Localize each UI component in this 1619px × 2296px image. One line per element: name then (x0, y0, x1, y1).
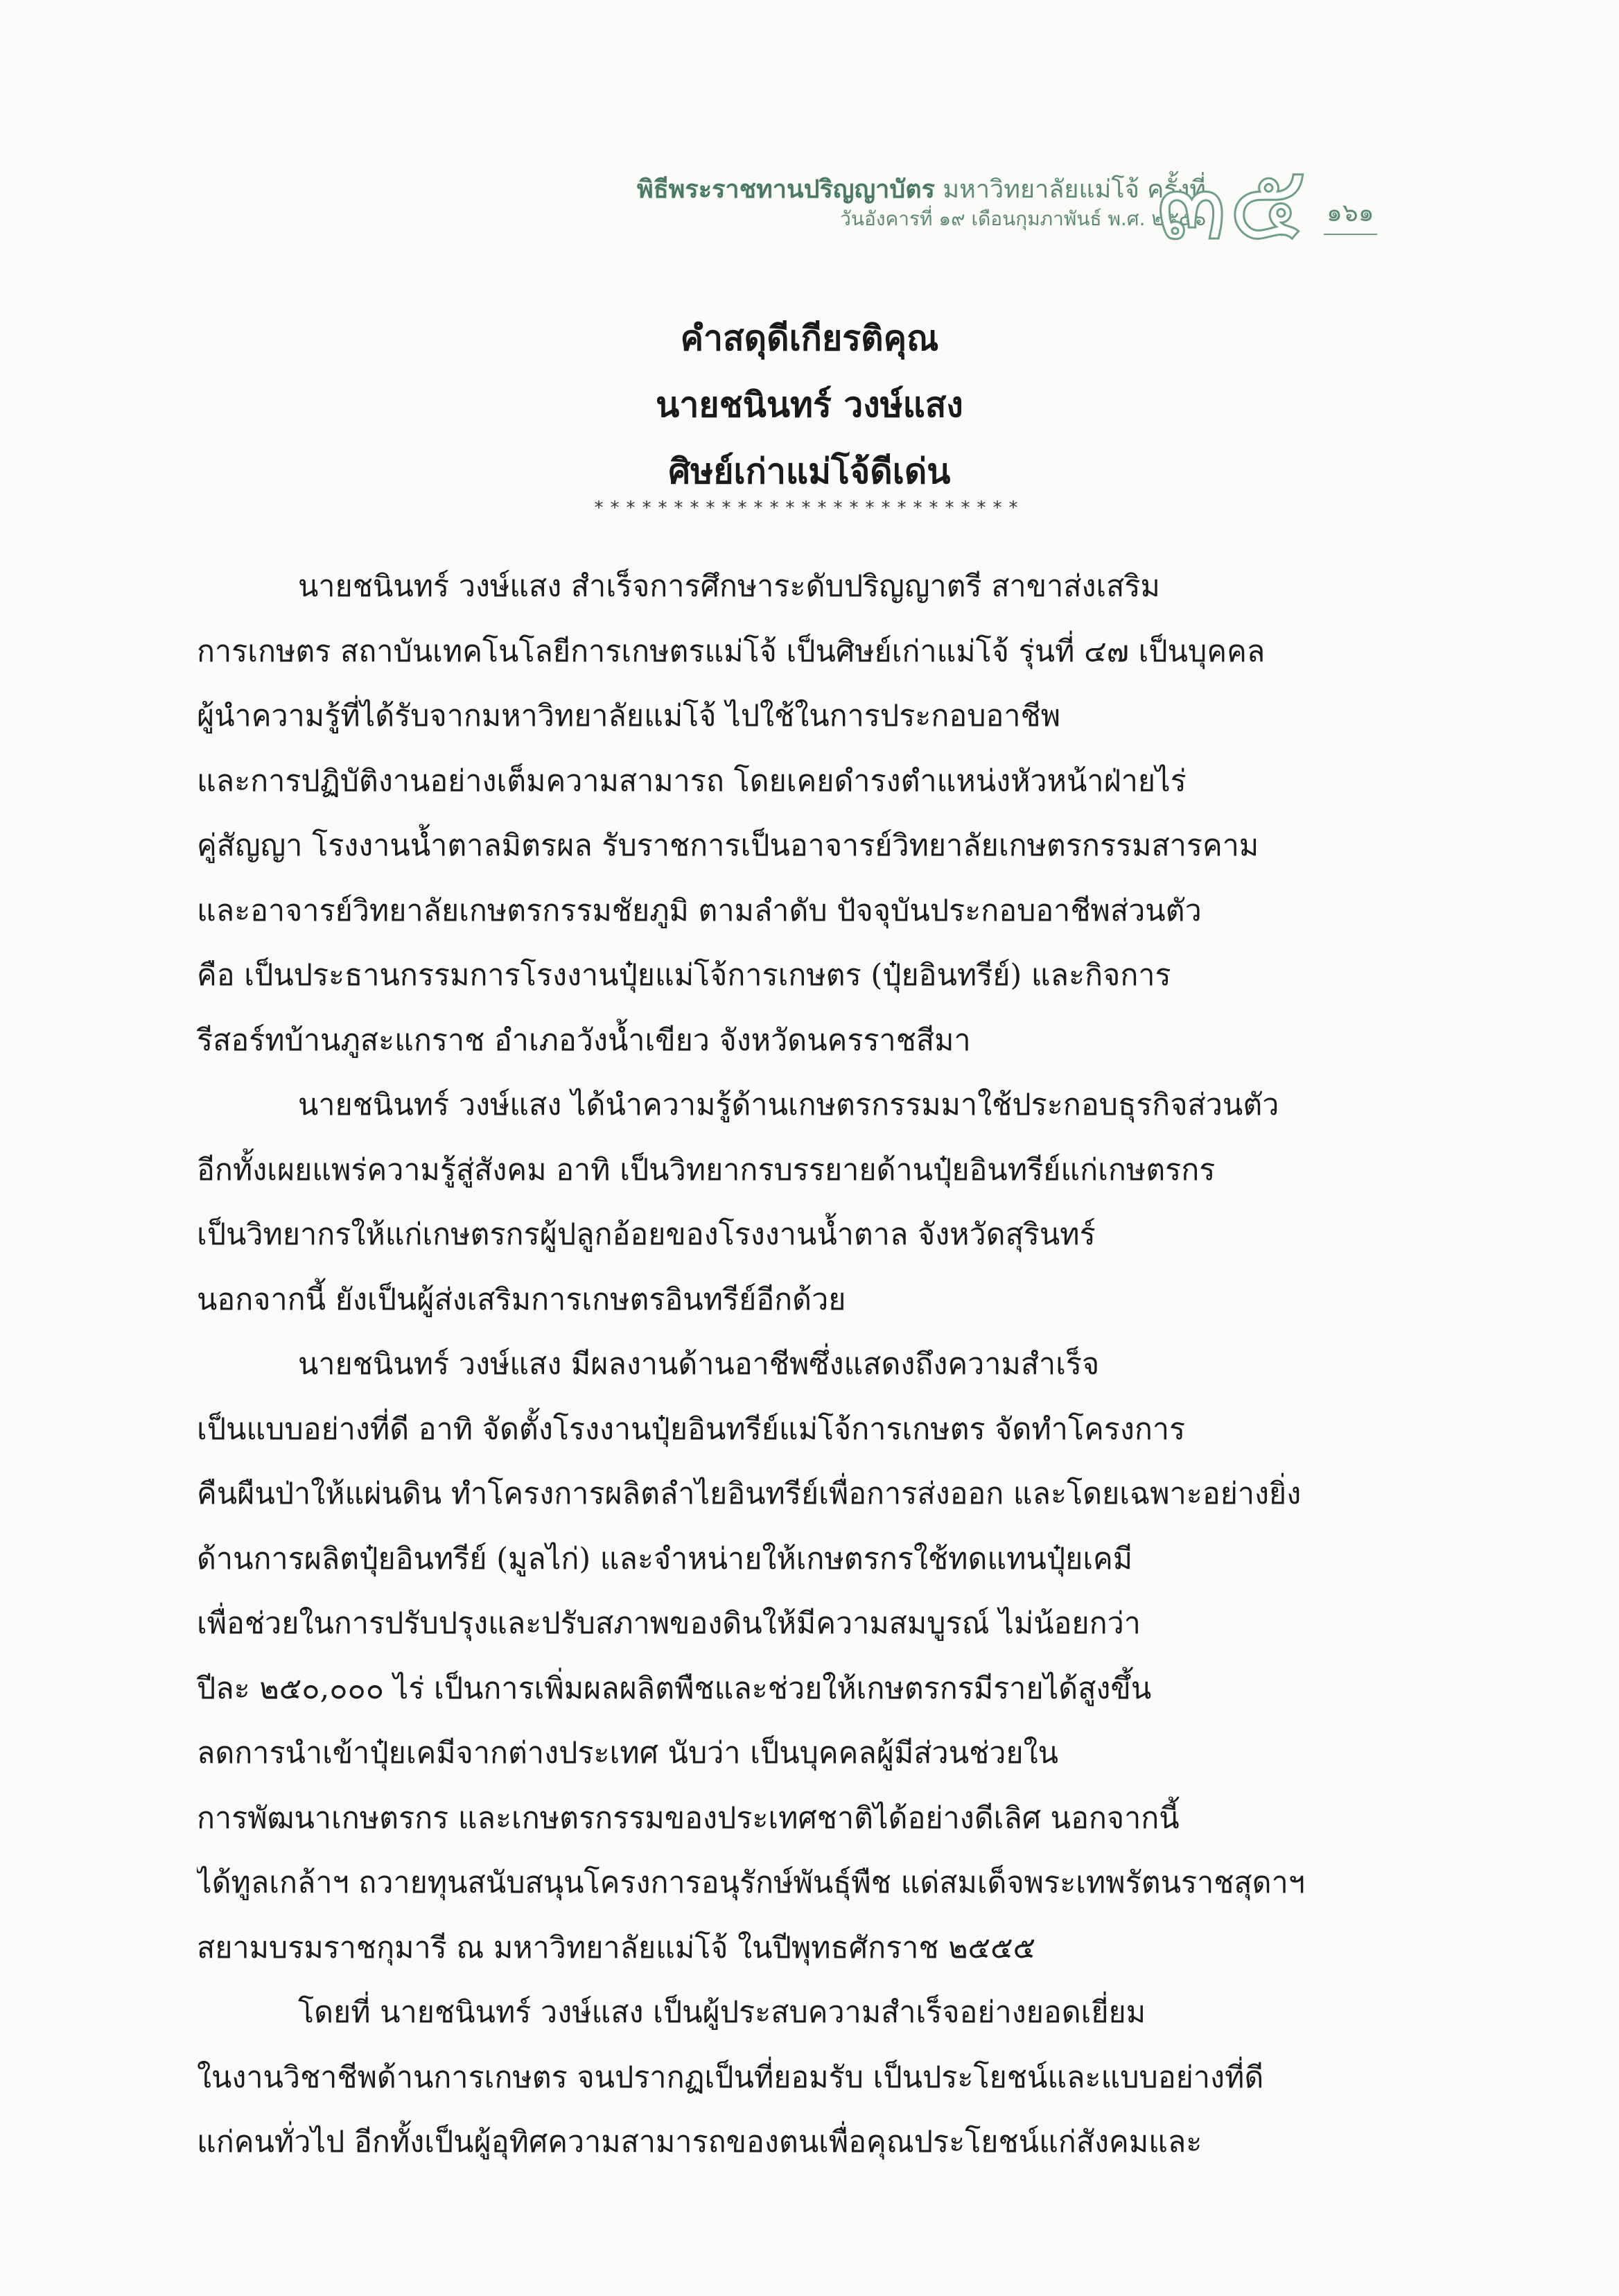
body-line: นายชนินทร์ วงษ์แสง มีผลงานด้านอาชีพซึ่งแสดงถึงความสำเร็จ (298, 1347, 1100, 1382)
body-line: แก่คนทั่วไป อีกทั้งเป็นผู้อุทิศความสามารถของตนเพื่อคุณประโยชน์แก่สังคมและ (197, 2125, 1202, 2159)
body-line: และการปฏิบัติงานอย่างเต็มความสามารถ โดยเคยดำรงตำแหน่งหัวหน้าฝ่ายไร่ (197, 763, 1187, 799)
body-line: คือ เป็นประธานกรรมการโรงงานปุ๋ยแม่โจ้การเกษตร (ปุ๋ยอินทรีย์) และกิจการ (197, 958, 1171, 993)
body-line: ผู้นำความรู้ที่ได้รับจากมหาวิทยาลัยแม่โจ้ ไปใช้ในการประกอบอาชีพ (197, 699, 1061, 733)
body-line: เพื่อช่วยในการปรับปรุงและปรับสภาพของดินให้มีความสมบูรณ์ ไม่น้อยกว่า (197, 1606, 1141, 1641)
body-line: อีกทั้งเผยแพร่ความรู้สู่สังคม อาทิ เป็นวิทยากรบรรยายด้านปุ๋ยอินทรีย์แก่เกษตรกร (197, 1152, 1216, 1188)
body-line: นอกจากนี้ ยังเป็นผู้ส่งเสริมการเกษตรอินทรีย์อีกด้วย (197, 1282, 846, 1317)
body-line: เป็นแบบอย่างที่ดี อาทิ จัดตั้งโรงงานปุ๋ยอินทรีย์แม่โจ้การเกษตร จัดทำโครงการ (197, 1411, 1186, 1447)
header-university-round: มหาวิทยาลัยแม่โจ้ ครั้งที่ (934, 175, 1206, 204)
body-line: ด้านการผลิตปุ๋ยอินทรีย์ (มูลไก่) และจำหน่ายให้เกษตรกรใช้ทดแทนปุ๋ยเคมี (197, 1541, 1133, 1576)
body-line: ลดการนำเข้าปุ๋ยเคมีจากต่างประเทศ นับว่า เป็นบุคคลผู้มีส่วนช่วยใน (197, 1736, 1059, 1771)
body-line: การเกษตร สถาบันเทคโนโลยีการเกษตรแม่โจ้ เป็นศิษย์เก่าแม่โจ้ รุ่นที่ ๔๗ เป็นบุคคล (197, 634, 1266, 669)
body-line: คู่สัญญา โรงงานน้ำตาลมิตรผล รับราชการเป็นอาจารย์วิทยาลัยเกษตรกรรมสารคาม (197, 828, 1259, 863)
body-line: ปีละ ๒๕๐,๐๐๐ ไร่ เป็นการเพิ่มผลผลิตพืชและช่วยให้เกษตรกรมีรายได้สูงขึ้น (197, 1671, 1152, 1706)
body-line: คืนผืนป่าให้แผ่นดิน ทำโครงการผลิตลำไยอินทรีย์เพื่อการส่งออก และโดยเฉพาะอย่างยิ่ง (197, 1477, 1302, 1511)
body-line: เป็นวิทยากรให้แก่เกษตรกรผู้ปลูกอ้อยของโรงงานน้ำตาล จังหวัดสุรินทร์ (197, 1217, 1096, 1252)
header-ceremony-title: พิธีพระราชทานปริญญาบัตร (636, 175, 935, 204)
page-number: ๑๖๑ (1324, 193, 1377, 235)
body-line: และอาจารย์วิทยาลัยเกษตรกรรมชัยภูมิ ตามลำดับ ปัจจุบันประกอบอาชีพส่วนตัว (197, 893, 1202, 928)
body-line: รีสอร์ทบ้านภูสะแกราช อำเภอวังน้ำเขียว จังหวัดนครราชสีมา (197, 1023, 971, 1058)
body-line: โดยที่ นายชนินทร์ วงษ์แสง เป็นผู้ประสบความสำเร็จอย่างยอดเยี่ยม (298, 1995, 1146, 2030)
body-line: นายชนินทร์ วงษ์แสง ได้นำความรู้ด้านเกษตรกรรมมาใช้ประกอบธุรกิจส่วนตัว (298, 1088, 1279, 1122)
body-line: ในงานวิชาชีพด้านการเกษตร จนปรากฏเป็นที่ยอมรับ เป็นประโยชน์และแบบอย่างที่ดี (197, 2060, 1264, 2095)
header-ceremony-line (637, 169, 1206, 209)
title-award: ศิษย์เก่าแม่โจ้ดีเด่น (668, 451, 951, 492)
header-date: วันอังคารที่ ๑๙ เดือนกุมภาพันธ์ พ.ศ. ๒๕๕๖ (840, 207, 1206, 230)
body-line: ได้ทูลเกล้าฯ ถวายทุนสนับสนุนโครงการอนุรักษ์พันธุ์พืช แด่สมเด็จพระเทพรัตนราชสุดาฯ (197, 1866, 1305, 1900)
citation-body (197, 555, 1383, 2175)
title-heading: คำสดุดีเกียรติคุณ (680, 318, 939, 358)
body-line: การพัฒนาเกษตรกร และเกษตรกรรมของประเทศชาติได้อย่างดีเลิศ นอกจากนี้ (197, 1800, 1180, 1836)
title-block (0, 305, 1619, 505)
page-header (527, 143, 1400, 269)
title-honoree-name: นายชนินทร์ วงษ์แสง (656, 384, 963, 425)
star-separator: *************************** (594, 498, 1025, 519)
body-line: นายชนินทร์ วงษ์แสง สำเร็จการศึกษาระดับปริญญาตรี สาขาส่งเสริม (298, 569, 1160, 604)
edition-numeral: ๓๕ (1156, 143, 1309, 263)
body-line: สยามบรมราชกุมารี ณ มหาวิทยาลัยแม่โจ้ ในปีพุทธศักราช ๒๕๕๕ (197, 1930, 1036, 1965)
